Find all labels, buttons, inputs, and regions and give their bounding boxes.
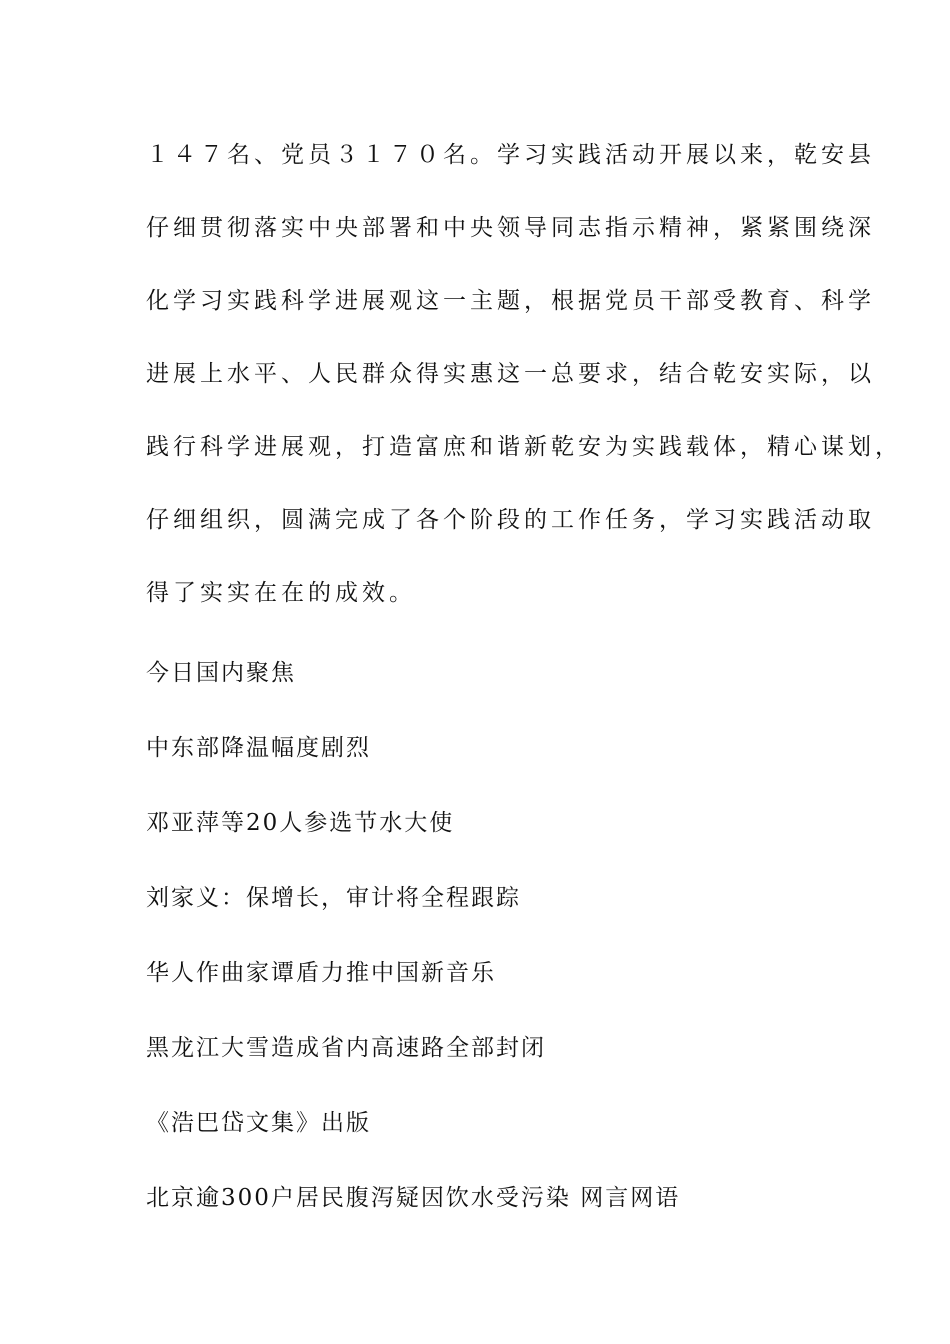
paragraph-line-3: 化学习实践科学进展观这一主题，根据党员干部受教育、科学: [146, 288, 875, 314]
headline-item: 黑龙江大雪造成省内高速路全部封闭: [146, 1035, 546, 1061]
headline-list: [146, 650, 846, 1250]
headline-item: 《浩巴岱文集》出版: [146, 1110, 371, 1136]
headline-item: 华人作曲家谭盾力推中国新音乐: [146, 960, 496, 986]
headline-item: 刘家义：保增长，审计将全程跟踪: [146, 885, 521, 911]
headline-item: 北京逾300户居民腹泻疑因饮水受污染 网言网语: [146, 1185, 681, 1211]
headline-item: 邓亚萍等20人参选节水大使: [146, 810, 455, 836]
paragraph-line-2: 仔细贯彻落实中央部署和中央领导同志指示精神，紧紧围绕深: [146, 215, 875, 241]
headline-section-title: 今日国内聚焦: [146, 660, 296, 686]
paragraph-line-6: 仔细组织，圆满完成了各个阶段的工作任务，学习实践活动取: [146, 507, 875, 533]
paragraph-line-7: 得了实实在在的成效。: [146, 580, 416, 606]
headline-item: 中东部降温幅度剧烈: [146, 735, 371, 761]
body-paragraph: [146, 132, 902, 643]
paragraph-line-5: 践行科学进展观，打造富庶和谐新乾安为实践载体，精心谋划，: [146, 434, 902, 460]
paragraph-line-1: １４７名、党员３１７０名。学习实践活动开展以来，乾安县: [146, 142, 875, 168]
paragraph-line-4: 进展上水平、人民群众得实惠这一总要求，结合乾安实际，以: [146, 361, 875, 387]
